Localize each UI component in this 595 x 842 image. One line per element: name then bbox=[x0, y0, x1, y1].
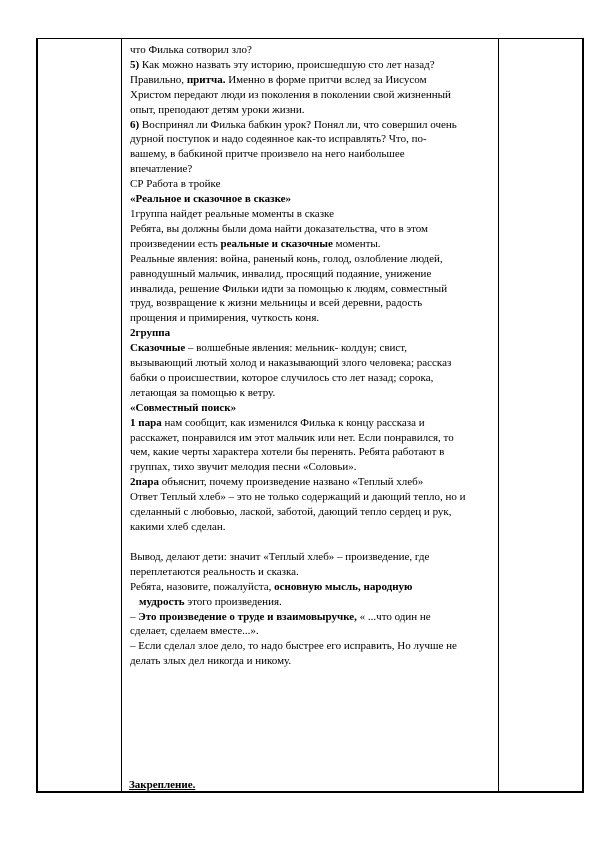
text-line: Ответ Теплый хлеб» – это не только содержащий и дающий тепло, но и bbox=[130, 491, 466, 504]
text-line: Ребята, назовите, пожалуйста, основную мысль, народную bbox=[130, 580, 413, 593]
text-line: делать злых дел никогда и никому. bbox=[130, 655, 292, 668]
text-line: сделанный с любовью, лаской, заботой, дающий тепло сердец и рук, bbox=[130, 506, 452, 519]
section-heading: 2группа bbox=[130, 327, 171, 340]
text-line: впечатление? bbox=[130, 163, 193, 176]
text-line: Сказочные – волшебные явления: мельник- колдун; свист, bbox=[130, 342, 408, 355]
text-line: Христом передают люди из поколения в поколении свой жизненный bbox=[130, 88, 451, 101]
section-heading: «Реальное и сказочное в сказке» bbox=[130, 193, 292, 206]
section-heading: «Совместный поиск» bbox=[130, 401, 237, 414]
lesson-table bbox=[36, 38, 584, 793]
text-line: опыт, преподают детям уроки жизни. bbox=[130, 103, 305, 116]
text-line: чем, какие черты характера хотели бы перенять. Ребята работают в bbox=[130, 446, 445, 459]
text-line: 1 пара нам сообщит, как изменился Филька к концу рассказа и bbox=[130, 416, 425, 429]
text-line: какими хлеб сделан. bbox=[130, 521, 226, 533]
text-line: прощения и примирения, чуткость коня. bbox=[130, 312, 320, 325]
text-line: переплетаются реальность и сказка. bbox=[130, 565, 299, 578]
text-line: бабки о происшествии, которое случилось сто лет назад; сорока, bbox=[130, 371, 434, 384]
text-line: дурной поступок и надо содеянное как-то исправлять? Что, по- bbox=[130, 133, 427, 146]
text-line: сделает, сделаем вместе...». bbox=[130, 625, 259, 638]
text-line: летающая за помощью к ветру. bbox=[130, 386, 276, 399]
text-line: Вывод, делают дети: значит «Теплый хлеб» – произведение, где bbox=[130, 550, 430, 563]
text-line: произведении есть реальные и сказочные моменты. bbox=[130, 237, 381, 250]
text-line: вызывающий лютый холод и наказывающий злого человека; рассказ bbox=[130, 357, 452, 370]
right-column-cell bbox=[498, 39, 584, 791]
text-line: инвалида, решение Фильки идти за помощью к людям, совместный bbox=[130, 282, 448, 295]
text-line: Правильно, притча. Именно в форме притчи вслед за Иисусом bbox=[130, 73, 427, 86]
blank-line bbox=[130, 535, 492, 550]
text-line: 5) Как можно назвать эту историю, происшедшую сто лет назад? bbox=[130, 58, 435, 71]
text-line: мудрость этого произведения. bbox=[139, 595, 282, 608]
text-line: Ребята, вы должны были дома найти доказательства, что в этом bbox=[130, 222, 429, 235]
text-line: вашему, в бабкиной притче произвело на него наибольшее bbox=[130, 148, 405, 161]
text-line: 2пара объяснит, почему произведение названо «Теплый хлеб» bbox=[130, 476, 424, 489]
text-line: – Если сделал злое дело, то надо быстрее его исправить, Но лучше не bbox=[130, 640, 457, 653]
text-line: равнодушный мальчик, инвалид, просящий подаяние, унижение bbox=[130, 267, 432, 280]
text-line: Реальные явления: война, раненый конь, голод, озлобление людей, bbox=[130, 252, 443, 265]
text-line: что Филька сотворил зло? bbox=[130, 44, 252, 56]
text-line: 6) Воспринял ли Филька бабкин урок? Понял ли, что совершил очень bbox=[130, 118, 457, 131]
left-column-cell bbox=[38, 39, 122, 791]
text-line: расскажет, понравился им этот мальчик или нет. Если понравился, то bbox=[130, 431, 454, 444]
section-footer-heading: Закрепление. bbox=[129, 779, 196, 791]
text-line: 1группа найдет реальные моменты в сказке bbox=[130, 207, 334, 220]
text-line: – Это произведение о труде и взаимовыручке, « ...что один не bbox=[130, 610, 431, 623]
text-line: СР Работа в тройке bbox=[130, 178, 221, 191]
text-line: труд, возвращение к жизни мельницы и всей деревни, радость bbox=[130, 297, 423, 310]
text-line: группах, тихо звучит мелодия песни «Соловьи». bbox=[130, 461, 357, 474]
content-cell bbox=[130, 43, 492, 669]
